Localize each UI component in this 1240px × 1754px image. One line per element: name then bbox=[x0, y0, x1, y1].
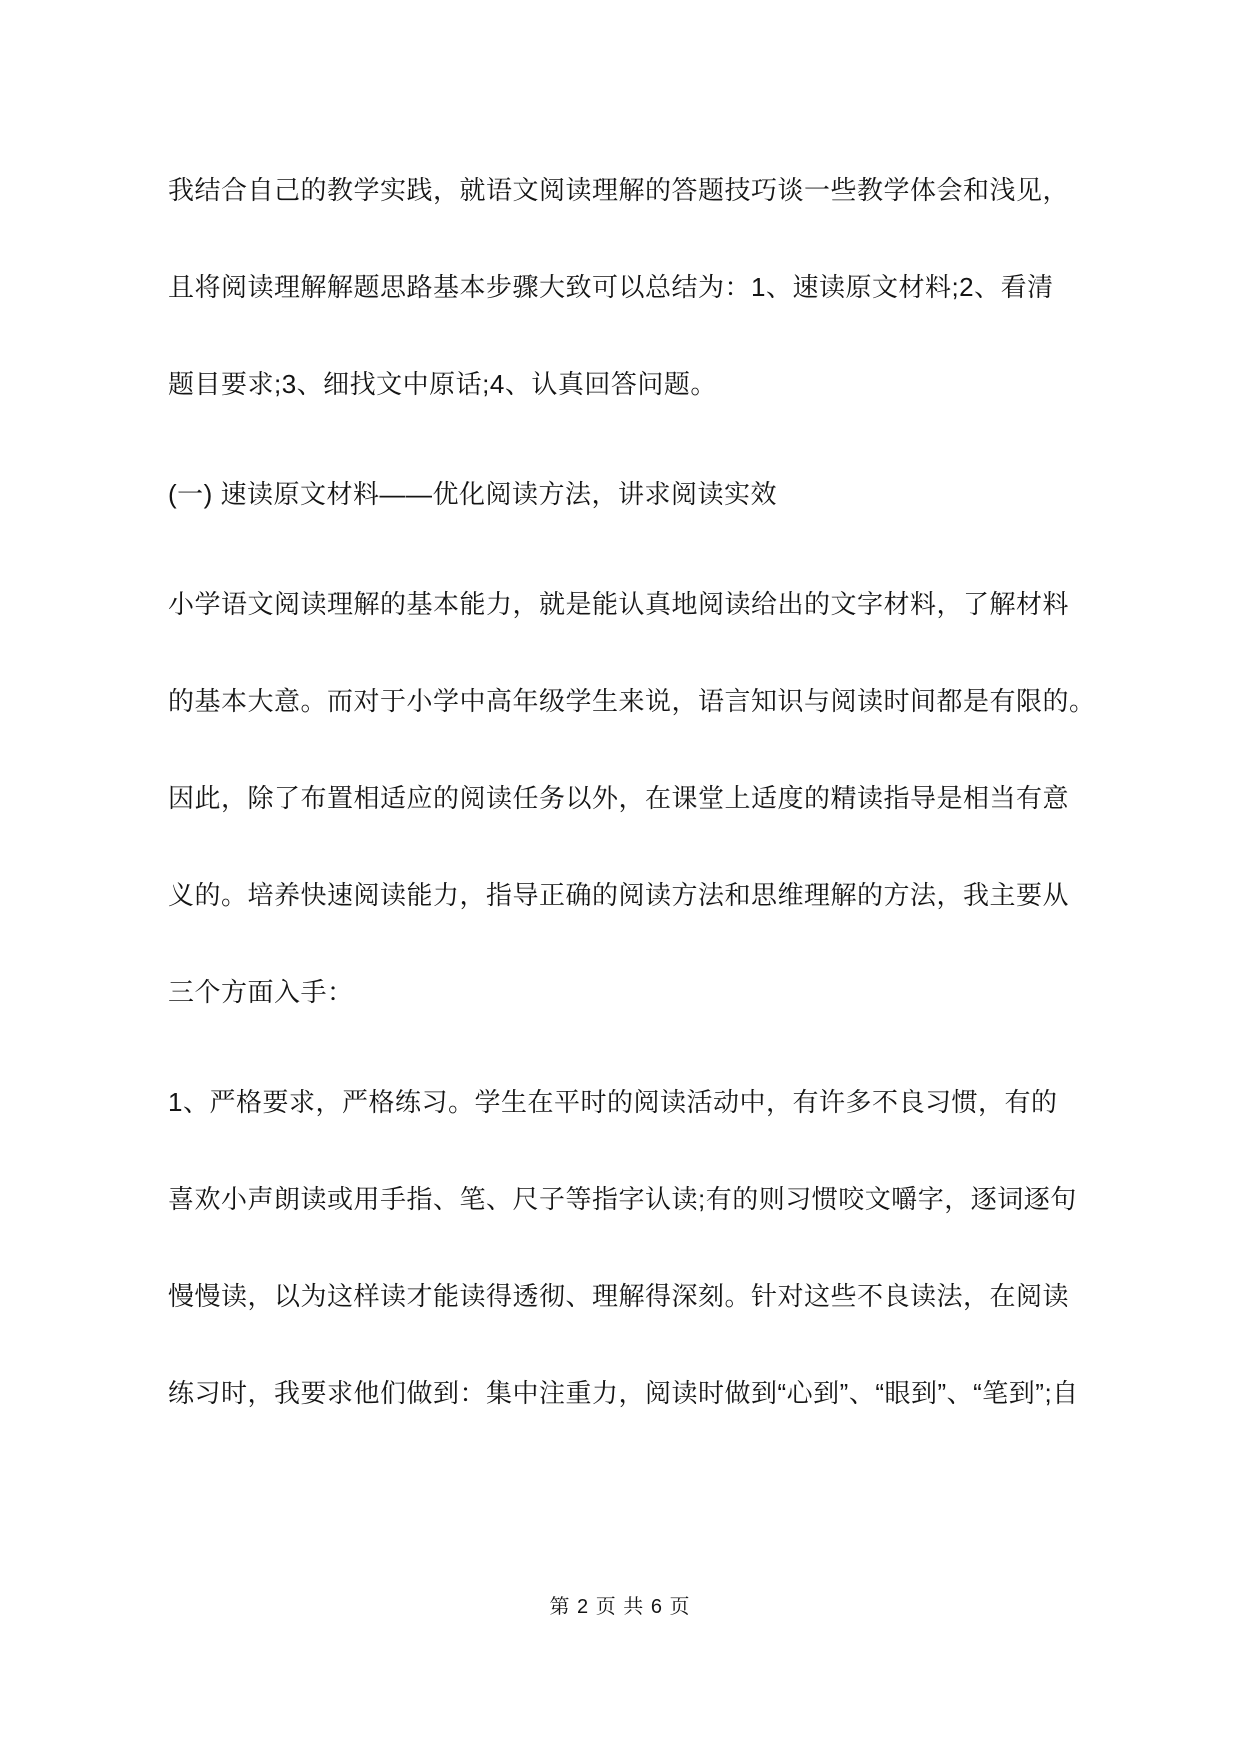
text-line: 喜欢小声朗读或用手指、笔、尺子等指字认读;有的则习惯咬文嚼字，逐词逐句 bbox=[168, 1184, 1077, 1214]
paragraph bbox=[168, 142, 1070, 433]
paragraph bbox=[168, 1054, 1079, 1442]
text-line: 且将阅读理解解题思路基本步骤大致可以总结为：1、速读原文材料;2、看清 bbox=[168, 272, 1054, 302]
text-line: 我结合自己的教学实践，就语文阅读理解的答题技巧谈一些教学体会和浅见， bbox=[168, 175, 1070, 205]
text-line: 小学语文阅读理解的基本能力，就是能认真地阅读给出的文字材料，了解材料 bbox=[168, 589, 1070, 619]
text-line: 慢慢读，以为这样读才能读得透彻、理解得深刻。针对这些不良读法，在阅读 bbox=[168, 1281, 1070, 1311]
text-line: 题目要求;3、细找文中原话;4、认真回答问题。 bbox=[168, 369, 717, 399]
text-line: 因此，除了布置相适应的阅读任务以外，在课堂上适度的精读指导是相当有意 bbox=[168, 783, 1070, 813]
page-footer bbox=[0, 1592, 1240, 1622]
document-body bbox=[168, 142, 1096, 1455]
text-line: 练习时，我要求他们做到：集中注重力，阅读时做到“心到”、“眼到”、“笔到”;自 bbox=[168, 1378, 1079, 1408]
text-line: 的基本大意。而对于小学中高年级学生来说，语言知识与阅读时间都是有限的。 bbox=[168, 686, 1096, 716]
text-line: 义的。培养快速阅读能力，指导正确的阅读方法和思维理解的方法，我主要从 bbox=[168, 880, 1070, 910]
page-number-indicator: 第 2 页 共 6 页 bbox=[549, 1596, 691, 1618]
text-line: 三个方面入手： bbox=[168, 977, 354, 1007]
text-line: 1、严格要求，严格练习。学生在平时的阅读活动中，有许多不良习惯，有的 bbox=[168, 1087, 1058, 1117]
section-heading-line: (一) 速读原文材料——优化阅读方法，讲求阅读实效 bbox=[168, 479, 778, 509]
paragraph-section-heading bbox=[168, 446, 1048, 543]
paragraph bbox=[168, 556, 1096, 1041]
